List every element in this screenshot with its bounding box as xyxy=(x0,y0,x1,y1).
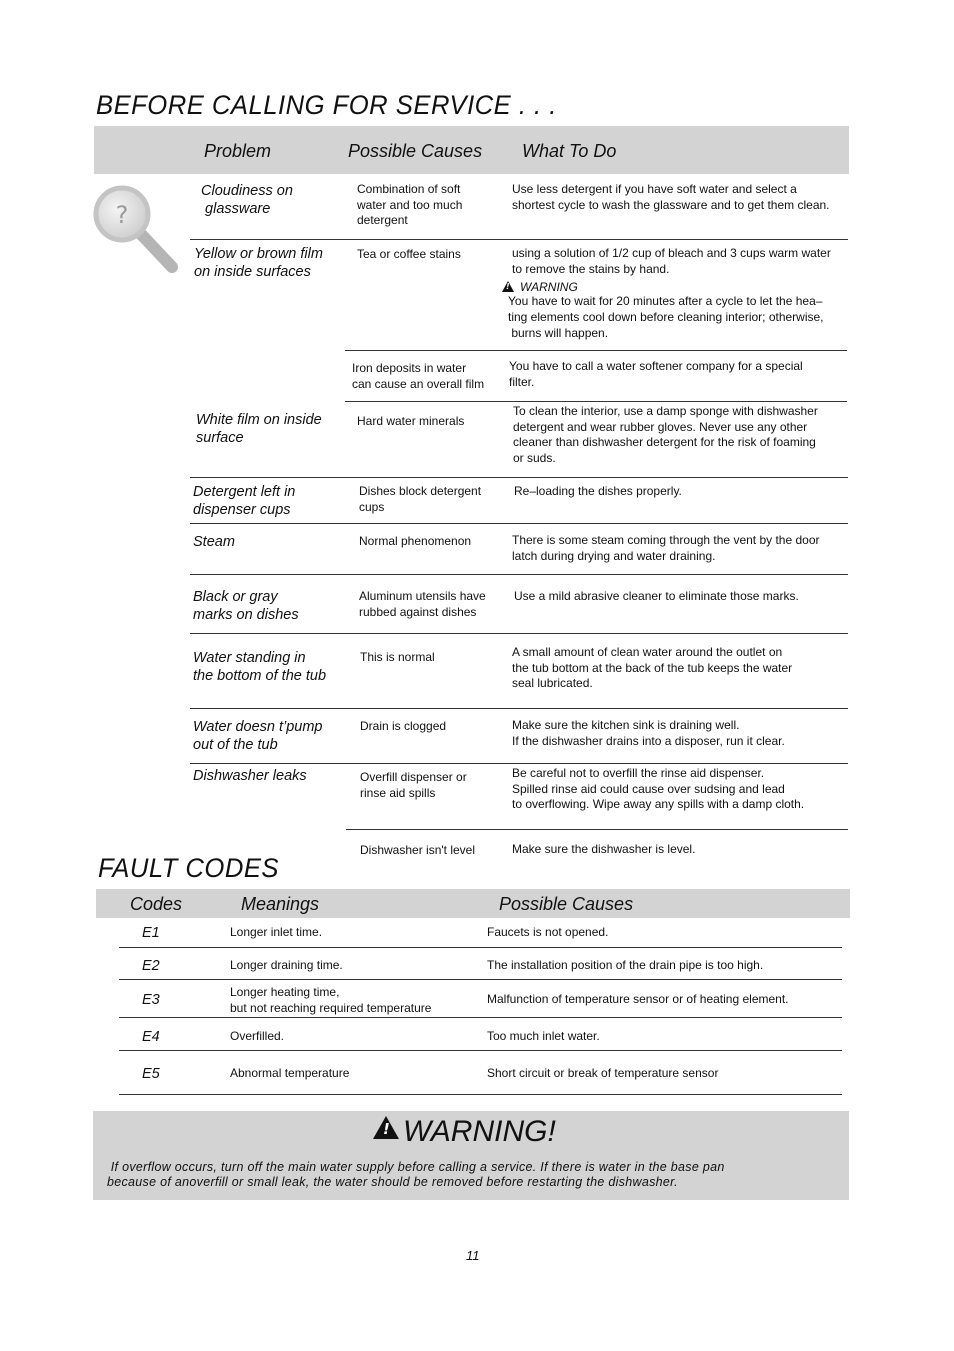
cause-text: rinse aid spills xyxy=(360,785,436,800)
fault-meaning: Longer heating time, xyxy=(230,985,340,999)
todo-text: using a solution of 1/2 cup of bleach and 3 cups warm water xyxy=(512,246,831,260)
fault-divider xyxy=(119,1094,842,1095)
fault-divider xyxy=(119,979,842,980)
todo-text: cleaner than dishwasher detergent for the risk of foaming xyxy=(513,435,816,449)
todo-text: to remove the stains by hand. xyxy=(512,261,670,276)
todo-text: detergent and wear rubber gloves. Never use any other xyxy=(513,419,808,434)
cause-text: Hard water minerals xyxy=(357,414,465,428)
fault-divider xyxy=(119,1017,842,1018)
fault-cause: Malfunction of temperature sensor or of heating element. xyxy=(487,992,789,1006)
problem-text: surface xyxy=(196,430,244,446)
fault-meaning: Overfilled. xyxy=(230,1029,285,1043)
header-possible-causes: Possible Causes xyxy=(348,141,483,161)
todo-text: To clean the interior, use a damp sponge with dishwasher xyxy=(513,404,818,418)
todo-text: Spilled rinse aid could cause over sudsing and lead xyxy=(512,781,785,796)
todo-text: Make sure the kitchen sink is draining well. xyxy=(512,718,740,732)
todo-text: Be careful not to overfill the rinse aid dispenser. xyxy=(512,766,765,780)
fault-meaning: Longer inlet time. xyxy=(230,925,323,939)
cause-text: Dishwasher isn't level xyxy=(360,843,476,857)
fault-cause: The installation position of the drain pipe is too high. xyxy=(487,958,764,972)
row-divider xyxy=(190,574,848,575)
page-number: 11 xyxy=(466,1248,480,1263)
fault-cause: Short circuit or break of temperature sensor xyxy=(487,1066,719,1080)
problem-text: Water doesn t’pump xyxy=(193,719,323,735)
todo-text: to overflowing. Wipe away any spills with a damp cloth. xyxy=(512,797,805,811)
inline-warning-label xyxy=(502,280,578,294)
todo-text: There is some steam coming through the vent by the door xyxy=(512,533,820,547)
todo-text: seal lubricated. xyxy=(512,676,593,690)
fault-meaning: but not reaching required temperature xyxy=(230,1000,432,1015)
problem-text: dispenser cups xyxy=(193,502,291,518)
problem-text: Water standing in xyxy=(193,650,306,666)
problem-text: out of the tub xyxy=(193,737,278,753)
warning-triangle-icon xyxy=(502,281,514,292)
row-divider xyxy=(190,708,848,709)
problem-text: Dishwasher leaks xyxy=(193,768,307,784)
problem-text: Yellow or brown film xyxy=(194,246,323,262)
problem-text: on inside surfaces xyxy=(194,264,311,280)
warning-heading xyxy=(373,1115,556,1149)
row-divider xyxy=(190,239,848,240)
problem-text: Cloudiness on xyxy=(201,183,293,199)
row-divider xyxy=(346,829,848,830)
inline-warning-word: WARNING xyxy=(520,280,578,294)
cause-text: Dishes block detergent xyxy=(359,484,482,498)
fault-meaning: Abnormal temperature xyxy=(230,1066,350,1080)
inline-warning-text: burns will happen. xyxy=(508,326,609,340)
problem-text: Steam xyxy=(193,534,235,550)
cause-text: Drain is clogged xyxy=(360,719,447,733)
warning-line-2: because of anoverfill or small leak, the water should be removed before restarting the dishwasher. xyxy=(107,1175,678,1189)
todo-text: filter. xyxy=(509,374,535,389)
warning-triangle-icon xyxy=(373,1116,399,1139)
fault-code: E2 xyxy=(142,958,160,974)
header-fault-causes: Possible Causes xyxy=(499,894,634,914)
header-what-to-do: What To Do xyxy=(522,141,617,161)
warning-line-1: If overflow occurs, turn off the main water supply before calling a service. If there is water in the base pan xyxy=(107,1160,725,1174)
service-title: BEFORE CALLING FOR SERVICE . . . xyxy=(96,90,557,120)
problem-text: Detergent left in xyxy=(193,484,296,500)
cause-text: Iron deposits in water xyxy=(352,361,467,375)
row-divider xyxy=(190,633,848,634)
service-header-band xyxy=(94,126,849,174)
problem-text: the bottom of the tub xyxy=(193,668,327,684)
fault-code: E3 xyxy=(142,992,160,1008)
problem-text: Black or gray xyxy=(193,589,278,605)
fault-divider xyxy=(119,1050,842,1051)
cause-text: cups xyxy=(359,499,385,514)
todo-text: Make sure the dishwasher is level. xyxy=(512,842,696,856)
cause-text: Tea or coffee stains xyxy=(357,247,461,261)
todo-text: A small amount of clean water around the outlet on xyxy=(512,645,783,659)
cause-text: Combination of soft xyxy=(357,182,461,196)
todo-text: shortest cycle to wash the glassware and to get them clean. xyxy=(512,197,830,212)
inline-warning-text: You have to wait for 20 minutes after a cycle to let the hea– xyxy=(508,294,823,308)
header-meanings: Meanings xyxy=(241,894,320,914)
todo-text: or suds. xyxy=(513,450,556,465)
todo-text: the tub bottom at the back of the tub keeps the water xyxy=(512,660,793,675)
fault-header-band xyxy=(96,889,850,918)
svg-text:?: ? xyxy=(115,201,129,229)
problem-text: marks on dishes xyxy=(193,607,299,623)
cause-text: can cause an overall film xyxy=(352,376,485,391)
fault-code: E1 xyxy=(142,925,160,941)
magnifier-question-icon xyxy=(92,185,182,277)
header-problem: Problem xyxy=(204,141,272,161)
problem-text: White film on inside xyxy=(196,412,322,428)
cause-text: Aluminum utensils have xyxy=(359,589,486,603)
fault-cause: Too much inlet water. xyxy=(487,1029,600,1043)
row-divider xyxy=(190,763,848,764)
inline-warning-text: ting elements cool down before cleaning interior; otherwise, xyxy=(508,310,824,324)
fault-code: E4 xyxy=(142,1029,160,1045)
todo-text: latch during drying and water draining. xyxy=(512,548,716,563)
cause-text: water and too much xyxy=(357,197,463,212)
cause-text: Normal phenomenon xyxy=(359,534,472,548)
fault-codes-title: FAULT CODES xyxy=(98,853,280,883)
warning-box xyxy=(93,1111,849,1200)
row-divider xyxy=(190,523,848,524)
cause-text: rubbed against dishes xyxy=(359,604,477,619)
todo-text: If the dishwasher drains into a disposer, run it clear. xyxy=(512,733,785,748)
cause-text: Overfill dispenser or xyxy=(360,770,467,784)
fault-code: E5 xyxy=(142,1066,160,1082)
cause-text: This is normal xyxy=(360,650,435,664)
fault-cause: Faucets is not opened. xyxy=(487,925,609,939)
row-divider xyxy=(345,401,847,402)
row-divider xyxy=(345,350,847,351)
cause-text: detergent xyxy=(357,213,408,227)
row-divider xyxy=(190,477,848,478)
todo-text: Use a mild abrasive cleaner to eliminate those marks. xyxy=(514,589,799,603)
fault-meaning: Longer draining time. xyxy=(230,958,343,972)
problem-text: glassware xyxy=(201,201,271,217)
todo-text: Re–loading the dishes properly. xyxy=(514,484,682,498)
fault-divider xyxy=(119,947,842,948)
warning-title: WARNING! xyxy=(403,1115,556,1148)
header-codes: Codes xyxy=(130,894,183,914)
todo-text: You have to call a water softener company for a special xyxy=(509,359,803,373)
todo-text: Use less detergent if you have soft water and select a xyxy=(512,182,797,196)
